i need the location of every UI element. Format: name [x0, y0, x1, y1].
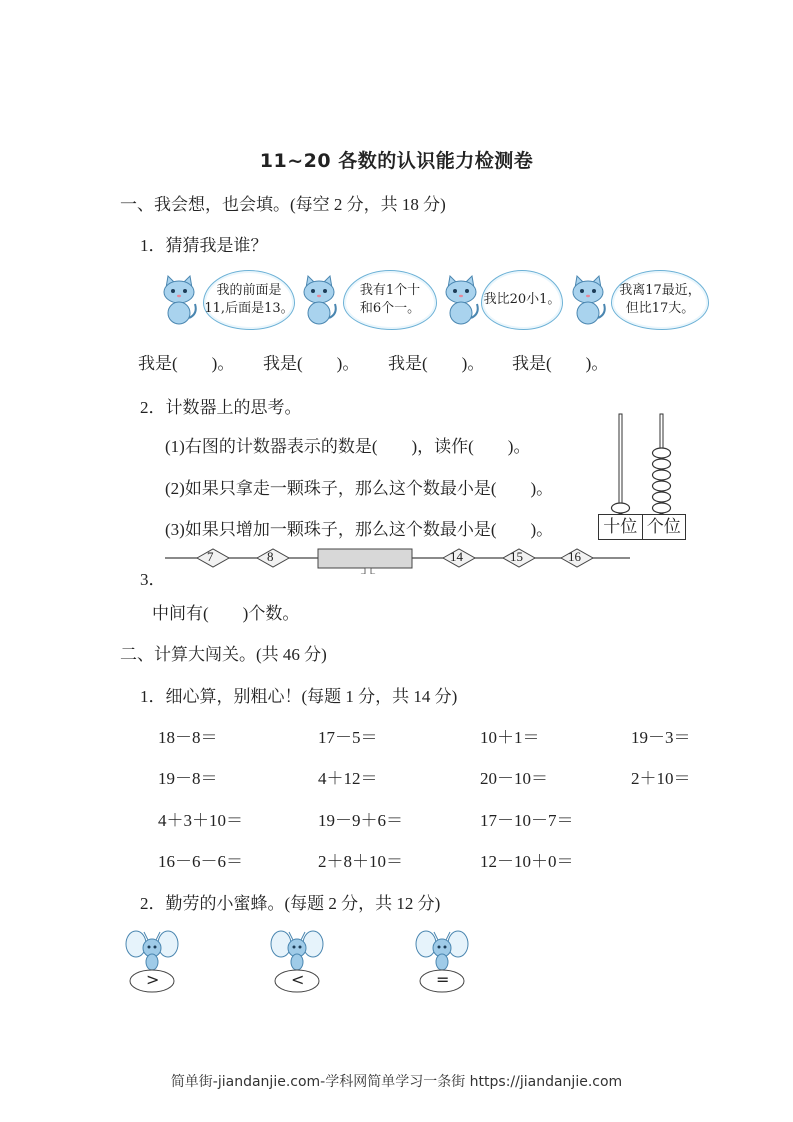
equation: 12－10＋0＝	[480, 852, 574, 871]
answer-blank[interactable]: 我是( )。	[512, 354, 609, 373]
number-tile: 14	[450, 549, 463, 564]
bee-icon	[267, 928, 333, 994]
number-tile: 7	[207, 549, 214, 564]
equation: 16－6－6＝	[158, 852, 243, 871]
number-tile: 16	[568, 549, 581, 564]
cat-icon	[567, 274, 609, 326]
number-tile: 8	[267, 549, 274, 564]
ones-label: 个位	[646, 517, 681, 536]
equation: 18－8＝	[158, 728, 218, 747]
equation: 20－10＝	[480, 769, 548, 788]
number-line	[165, 546, 630, 574]
answer-blank[interactable]: 我是( )。	[138, 354, 235, 373]
equation: 2＋10＝	[631, 769, 691, 788]
cat-icon	[158, 274, 200, 326]
abacus-rods	[598, 412, 686, 516]
comparison-sign: =	[436, 970, 450, 989]
question-2-item-1: (1)右图的计数器表示的数是( )，读作( )。	[165, 437, 531, 456]
equation: 2＋8＋10＝	[318, 852, 403, 871]
equation: 17－10－7＝	[480, 811, 574, 830]
equation: 17－5＝	[318, 728, 378, 747]
question-2-item-2: (2)如果只拿走一颗珠子，那么这个数最小是( )。	[165, 479, 554, 498]
tens-label: 十位	[599, 515, 643, 539]
equation: 4＋3＋10＝	[158, 811, 243, 830]
answer-row	[138, 349, 638, 373]
bee-icon	[412, 928, 478, 994]
equation: 19－3＝	[631, 728, 691, 747]
speech-bubble: 我有1个十 和6个一。	[343, 270, 437, 330]
question-3-label: 3．	[140, 570, 166, 589]
speech-bubble: 我离17最近， 但比17大。	[611, 270, 709, 330]
question-1-label: 1．猜猜我是谁？	[140, 236, 268, 255]
cat-icon	[298, 274, 340, 326]
answer-blank[interactable]: 我是( )。	[263, 354, 360, 373]
comparison-sign: >	[146, 970, 160, 989]
question-2-label: 2．计数器上的思考。	[140, 398, 302, 417]
footer-watermark: 简单街-jiandanjie.com-学科网简单学习一条街 https://jiandanjie.com	[170, 1074, 623, 1090]
section-2-heading: 二、计算大闯关。(共 46 分)	[120, 645, 327, 664]
question-2-item-3: (3)如果只增加一颗珠子，那么这个数最小是( )。	[165, 520, 554, 539]
cat-bubble-row	[155, 266, 710, 334]
bee-icon	[122, 928, 188, 994]
equation: 19－8＝	[158, 769, 218, 788]
speech-bubble: 我的前面是 11,后面是13。	[203, 270, 295, 330]
counting-frame	[598, 412, 686, 540]
equation: 19－9＋6＝	[318, 811, 403, 830]
section-1-heading: 一、我会想，也会填。(每空 2 分，共 18 分)	[120, 195, 446, 214]
calc-question-1-label: 1．细心算，别粗心！(每题 1 分，共 14 分)	[140, 687, 458, 706]
equation: 10＋1＝	[480, 728, 540, 747]
cat-icon	[440, 274, 482, 326]
comparison-sign: <	[291, 970, 305, 989]
equation: 4＋12＝	[318, 769, 378, 788]
question-3-text: 中间有( )个数。	[152, 604, 300, 623]
bee-row	[122, 928, 482, 998]
page-title: 11~20 各数的认识能力检测卷	[259, 150, 534, 172]
calc-question-2-label: 2．勤劳的小蜜蜂。(每题 2 分，共 12 分)	[140, 894, 441, 913]
speech-bubble: 我比20小1。	[481, 270, 563, 330]
number-tile: 15	[510, 549, 523, 564]
answer-blank[interactable]: 我是( )。	[388, 354, 485, 373]
